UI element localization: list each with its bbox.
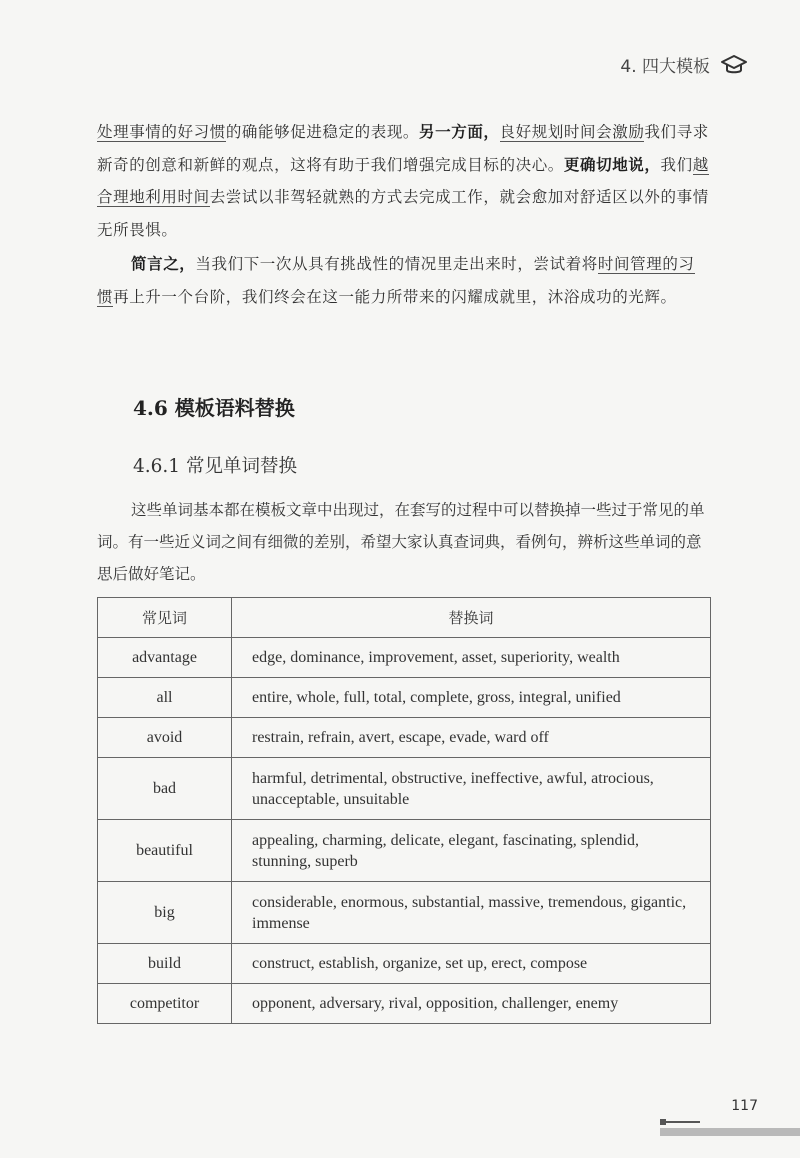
text-run: 去尝试以非驾轻就熟的方式去完成工作，就会愈加对舒适区以外的事情无所畏惧。 [97,188,709,239]
common-word-cell: beautiful [98,820,232,882]
underlined-phrase: 良好规划时间会激励 [499,123,645,141]
replacement-cell: considerable, enormous, substantial, massive, tremendous, gigantic, immense [232,882,711,944]
replacement-cell: opponent, adversary, rival, opposition, challenger, enemy [232,984,711,1024]
common-word-cell: build [98,944,232,984]
bold-phrase: 简言之， [131,255,196,273]
replacement-cell: restrain, refrain, avert, escape, evade, ward off [232,718,711,758]
underlined-phrase: 越合理地利用时间 [97,155,709,206]
running-header [620,52,748,77]
graduation-cap-icon [720,54,748,76]
common-word-cell: avoid [98,718,232,758]
header-replacements: 替换词 [232,598,711,638]
text-run: 我们寻求新奇的创意和新鲜的观点，这将有助于我们增强完成目标的决心。 [97,123,709,174]
paragraph-2 [97,248,709,313]
common-word-cell: advantage [98,638,232,678]
text-run: 我们 [660,155,693,174]
table-row [98,944,711,984]
bold-phrase: 另一方面， [419,123,500,141]
replacement-cell: entire, whole, full, total, complete, gross, integral, unified [232,678,711,718]
replacement-cell: construct, establish, organize, set up, erect, compose [232,944,711,984]
header-common-word: 常见词 [98,598,232,638]
common-word-cell: big [98,882,232,944]
table-row [98,758,711,820]
table-row [98,718,711,758]
underlined-phrase: 时间管理的习惯 [97,255,695,306]
text-run: 当我们下一次从具有挑战性的情况里走出来时，尝试着将 [195,255,598,273]
paragraph-1 [97,116,709,246]
table-row [98,820,711,882]
text-run: 的确能够促进稳定的表现。 [225,123,420,141]
underlined-phrase: 处理事情的好习惯 [97,123,226,141]
table-row [98,882,711,944]
section-title: 4.6 模板语料替换 [133,396,295,420]
footer-bar [660,1128,800,1136]
running-header-text: 4. 四大模板 [620,57,710,77]
page-number: 117 [731,1098,758,1114]
text-run: 再上升一个台阶，我们终会在这一能力所带来的闪耀成就里，沐浴成功的光辉。 [113,287,677,306]
common-word-cell: bad [98,758,232,820]
common-word-cell: competitor [98,984,232,1024]
replacement-cell: appealing, charming, delicate, elegant, fascinating, splendid, stunning, superb [232,820,711,882]
bold-phrase: 更确切地说， [563,155,661,174]
intro-paragraph: 这些单词基本都在模板文章中出现过，在套写的过程中可以替换掉一些过于常见的单词。有一些近义词之间有细微的差别，希望大家认真查词典，看例句，辨析这些单词的意思后做好笔记。 [97,501,705,583]
subsection-title: 4.6.1 常见单词替换 [133,456,297,477]
footer-divider [660,1121,700,1123]
table-row [98,638,711,678]
replacement-cell: harmful, detrimental, obstructive, ineffective, awful, atrocious, unacceptable, unsuitable [232,758,711,820]
table-row [98,678,711,718]
common-word-cell: all [98,678,232,718]
table-header-row [98,598,711,638]
table-row [98,984,711,1024]
vocabulary-table [97,597,711,1024]
replacement-cell: edge, dominance, improvement, asset, superiority, wealth [232,638,711,678]
